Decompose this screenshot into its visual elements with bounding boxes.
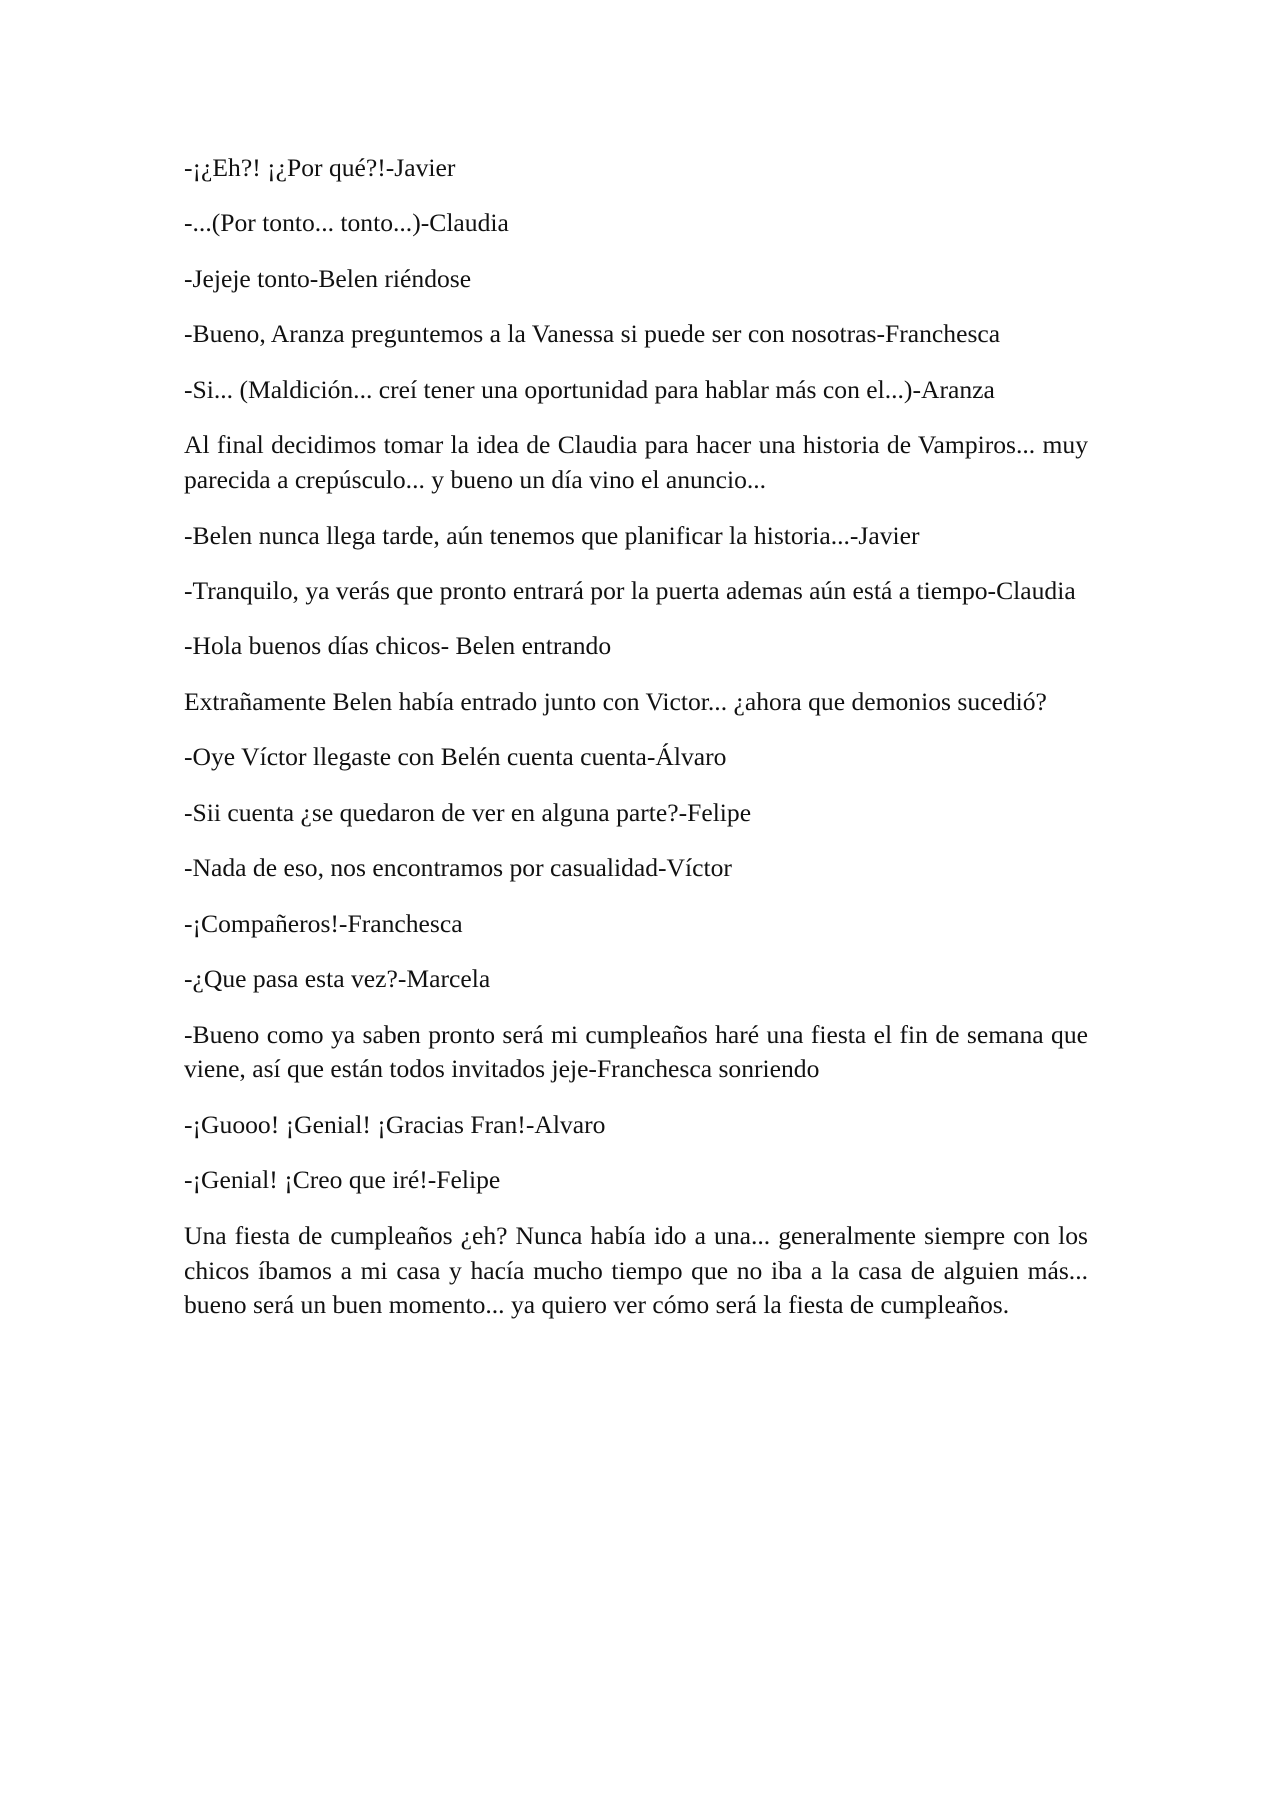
paragraph: [184, 685, 1088, 720]
paragraph: [184, 151, 1088, 186]
text-line: -Si... (Maldición... creí tener una oportunidad para hablar más con el...)-Aranza: [184, 374, 995, 404]
paragraph: [184, 262, 1088, 297]
paragraph: [184, 519, 1088, 554]
text-line: chicos íbamos a mi casa y hacía mucho tiempo que no iba a la casa de alguien más...: [184, 1255, 1088, 1285]
text-line: -Oye Víctor llegaste con Belén cuenta cuenta-Álvaro: [184, 742, 727, 772]
paragraph: [184, 373, 1088, 408]
text-line: -Hola buenos días chicos- Belen entrando: [184, 631, 612, 661]
paragraph: [184, 317, 1088, 352]
paragraph: [184, 1108, 1088, 1143]
text-line: -¡¿Eh?! ¡¿Por qué?!-Javier: [184, 153, 456, 182]
paragraph: [184, 428, 1088, 497]
text-line: -Bueno, Aranza preguntemos a la Vanessa si puede ser con nosotras-Franchesca: [184, 319, 1001, 349]
paragraph: [184, 907, 1088, 942]
text-line: -Nada de eso, nos encontramos por casualidad-Víctor: [184, 853, 732, 883]
paragraph: [184, 1163, 1088, 1198]
text-line: -¡Genial! ¡Creo que iré!-Felipe: [184, 1165, 501, 1195]
paragraph: [184, 206, 1088, 241]
paragraph: [184, 574, 1088, 609]
paragraph: [184, 1219, 1088, 1323]
text-line: -¿Que pasa esta vez?-Marcela: [184, 964, 491, 994]
text-line: Al final decidimos tomar la idea de Claudia para hacer una historia de Vampiros... muy: [184, 430, 1088, 460]
document-body: [184, 151, 1088, 1344]
text-line: viene, así que están todos invitados jeje-Franchesca sonriendo: [184, 1054, 820, 1084]
paragraph: [184, 851, 1088, 886]
paragraph: [184, 962, 1088, 997]
text-line: -...(Por tonto... tonto...)-Claudia: [184, 208, 509, 238]
text-line: Una fiesta de cumpleaños ¿eh? Nunca había ido a una... generalmente siempre con los: [184, 1220, 1088, 1250]
text-line: parecida a crepúsculo... y bueno un día vino el anuncio...: [184, 465, 767, 495]
text-line: bueno será un buen momento... ya quiero ver cómo será la fiesta de cumpleaños.: [184, 1290, 1010, 1320]
text-line: -Belen nunca llega tarde, aún tenemos que planificar la historia...-Javier: [184, 520, 920, 550]
paragraph: [184, 1018, 1088, 1087]
text-line: -¡Compañeros!-Franchesca: [184, 908, 463, 938]
paragraph: [184, 740, 1088, 775]
text-line: -Sii cuenta ¿se quedaron de ver en alguna parte?-Felipe: [184, 797, 752, 827]
paragraph: [184, 796, 1088, 831]
paragraph: [184, 629, 1088, 664]
text-line: -¡Guooo! ¡Genial! ¡Gracias Fran!-Alvaro: [184, 1109, 606, 1139]
text-line: -Bueno como ya saben pronto será mi cumpleaños haré una fiesta el fin de semana que: [184, 1019, 1088, 1049]
text-line: -Tranquilo, ya verás que pronto entrará por la puerta ademas aún está a tiempo-Claudia: [184, 575, 1076, 605]
text-line: -Jejeje tonto-Belen riéndose: [184, 263, 472, 293]
text-line: Extrañamente Belen había entrado junto con Victor... ¿ahora que demonios sucedió?: [184, 686, 1047, 716]
